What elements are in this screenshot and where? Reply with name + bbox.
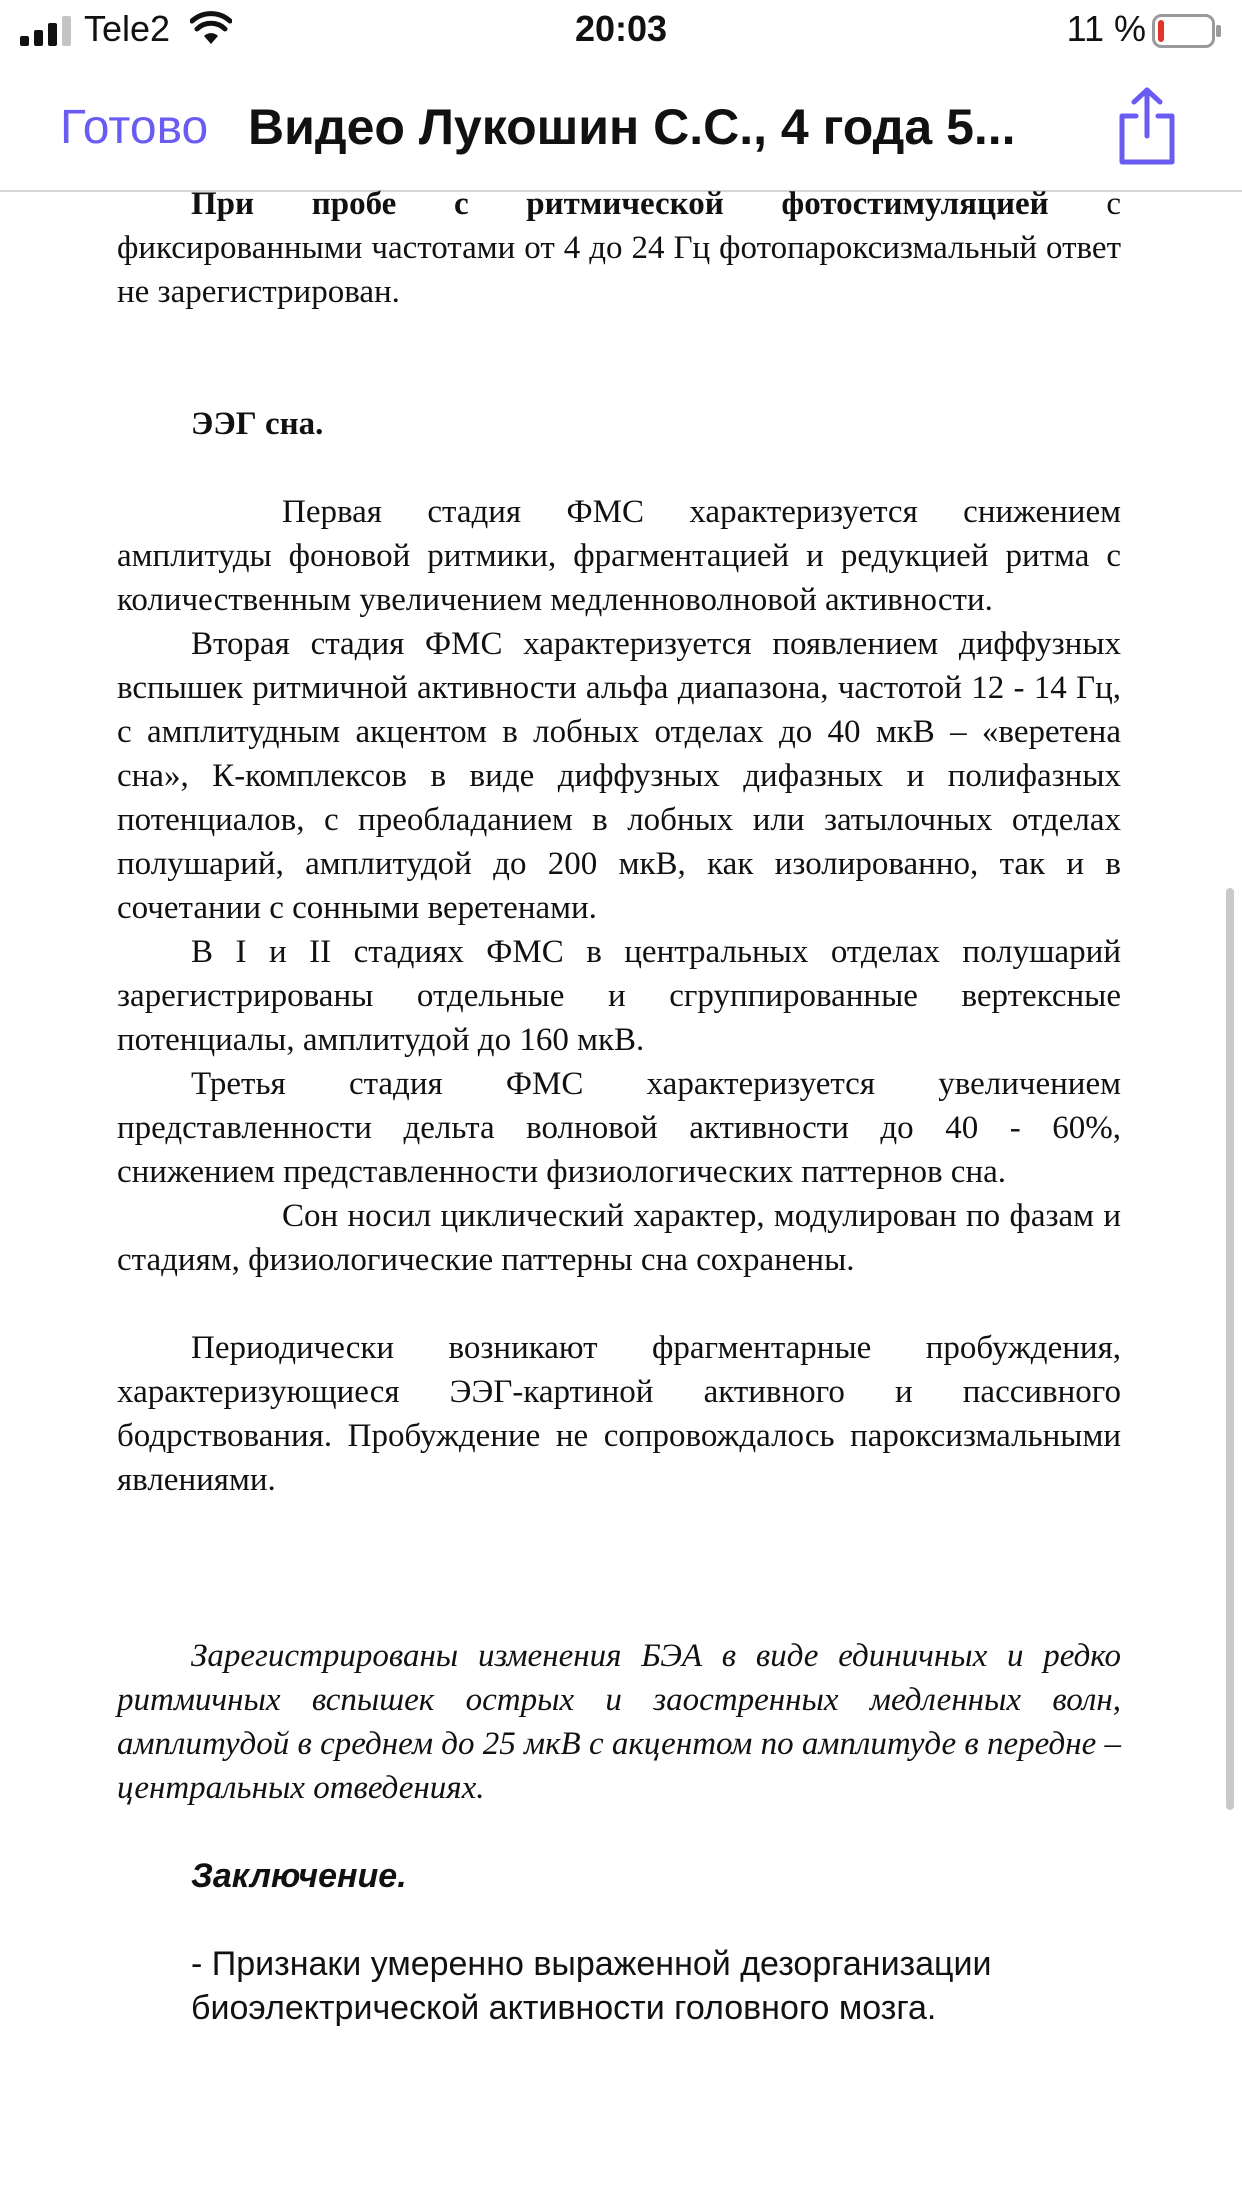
photostimulation-lead: При пробе с ритмической фотостимуляцией — [191, 186, 1049, 222]
stage-1-paragraph: Первая стадия ФМС характеризуется снижением амплитуды фоновой ритмики, фрагментацией и редукцией ритма с количественным увеличением медленноволновой активности. — [117, 494, 1121, 618]
document-content — [117, 182, 1121, 2030]
findings-paragraph: Зарегистрированы изменения БЭА в виде единичных и редко ритмичных вспышек острых и заостренных медленных волн, амплитудой в среднем до 25 мкВ с акцентом по амплитуде в передне – центральных отведениях. — [117, 1638, 1121, 1806]
conclusion-item: - Признаки умеренно выраженной дезорганизации биоэлектрической активности головного мозга. — [191, 1945, 992, 2027]
stages-1-2-paragraph: В I и II стадиях ФМС в центральных отделах полушарий зарегистрированы отдельные и сгруппированные вертексные потенциалы, амплитудой до 160 мкВ. — [117, 934, 1121, 1058]
done-button[interactable]: Готово — [60, 101, 209, 154]
clock-time: 20:03 — [574, 8, 668, 49]
battery-icon — [1152, 14, 1222, 48]
stage-3-paragraph: Третья стадия ФМС характеризуется увеличением представленности дельта волновой активности до 40 - 60%, снижением представленности физиологических паттернов сна. — [117, 1066, 1121, 1190]
stage-2-paragraph: Вторая стадия ФМС характеризуется появлением диффузных вспышек ритмичной активности альфа диапазона, частотой 12 - 14 Гц, с амплитудным акцентом в лобных отделах до 40 мкВ – «веретена сна», К-комплексов в виде диффузных дифазных и полифазных потенциалов, с преобладанием в лобных или затылочных отделах полушарий, амплитудой до 200 мкВ, как изолированно, так и в сочетании с сонными веретенами. — [117, 626, 1121, 926]
vertical-scrollbar[interactable] — [1226, 888, 1234, 1810]
photostimulation-paragraph — [117, 182, 1121, 314]
status-bar — [0, 0, 1242, 62]
navigation-bar — [0, 62, 1242, 192]
document-title: Видео Лукошин С.С., 4 года 5... — [248, 99, 1016, 155]
conclusion-heading: Заключение. — [191, 1857, 407, 1895]
sleep-cycle-paragraph: Сон носил циклический характер, модулирован по фазам и стадиям, физиологические паттерны сна сохранены. — [117, 1198, 1121, 1278]
battery-percent: 11 % — [1066, 8, 1146, 49]
share-icon[interactable] — [1114, 86, 1180, 166]
carrier-name: Tele2 — [84, 8, 171, 49]
photostimulation-text: с фиксированными частотами от 4 до 24 Гц фотопароксизмальный ответ не зарегистрирован. — [117, 186, 1121, 310]
battery-level-fill — [1158, 20, 1164, 42]
awakenings-paragraph: Периодически возникают фрагментарные пробуждения, характеризующиеся ЭЭГ-картиной активного и пассивного бодрствования. Пробуждение не сопровождалось пароксизмальными явлениями. — [117, 1330, 1121, 1498]
sleep-eeg-heading: ЭЭГ сна. — [191, 406, 324, 442]
